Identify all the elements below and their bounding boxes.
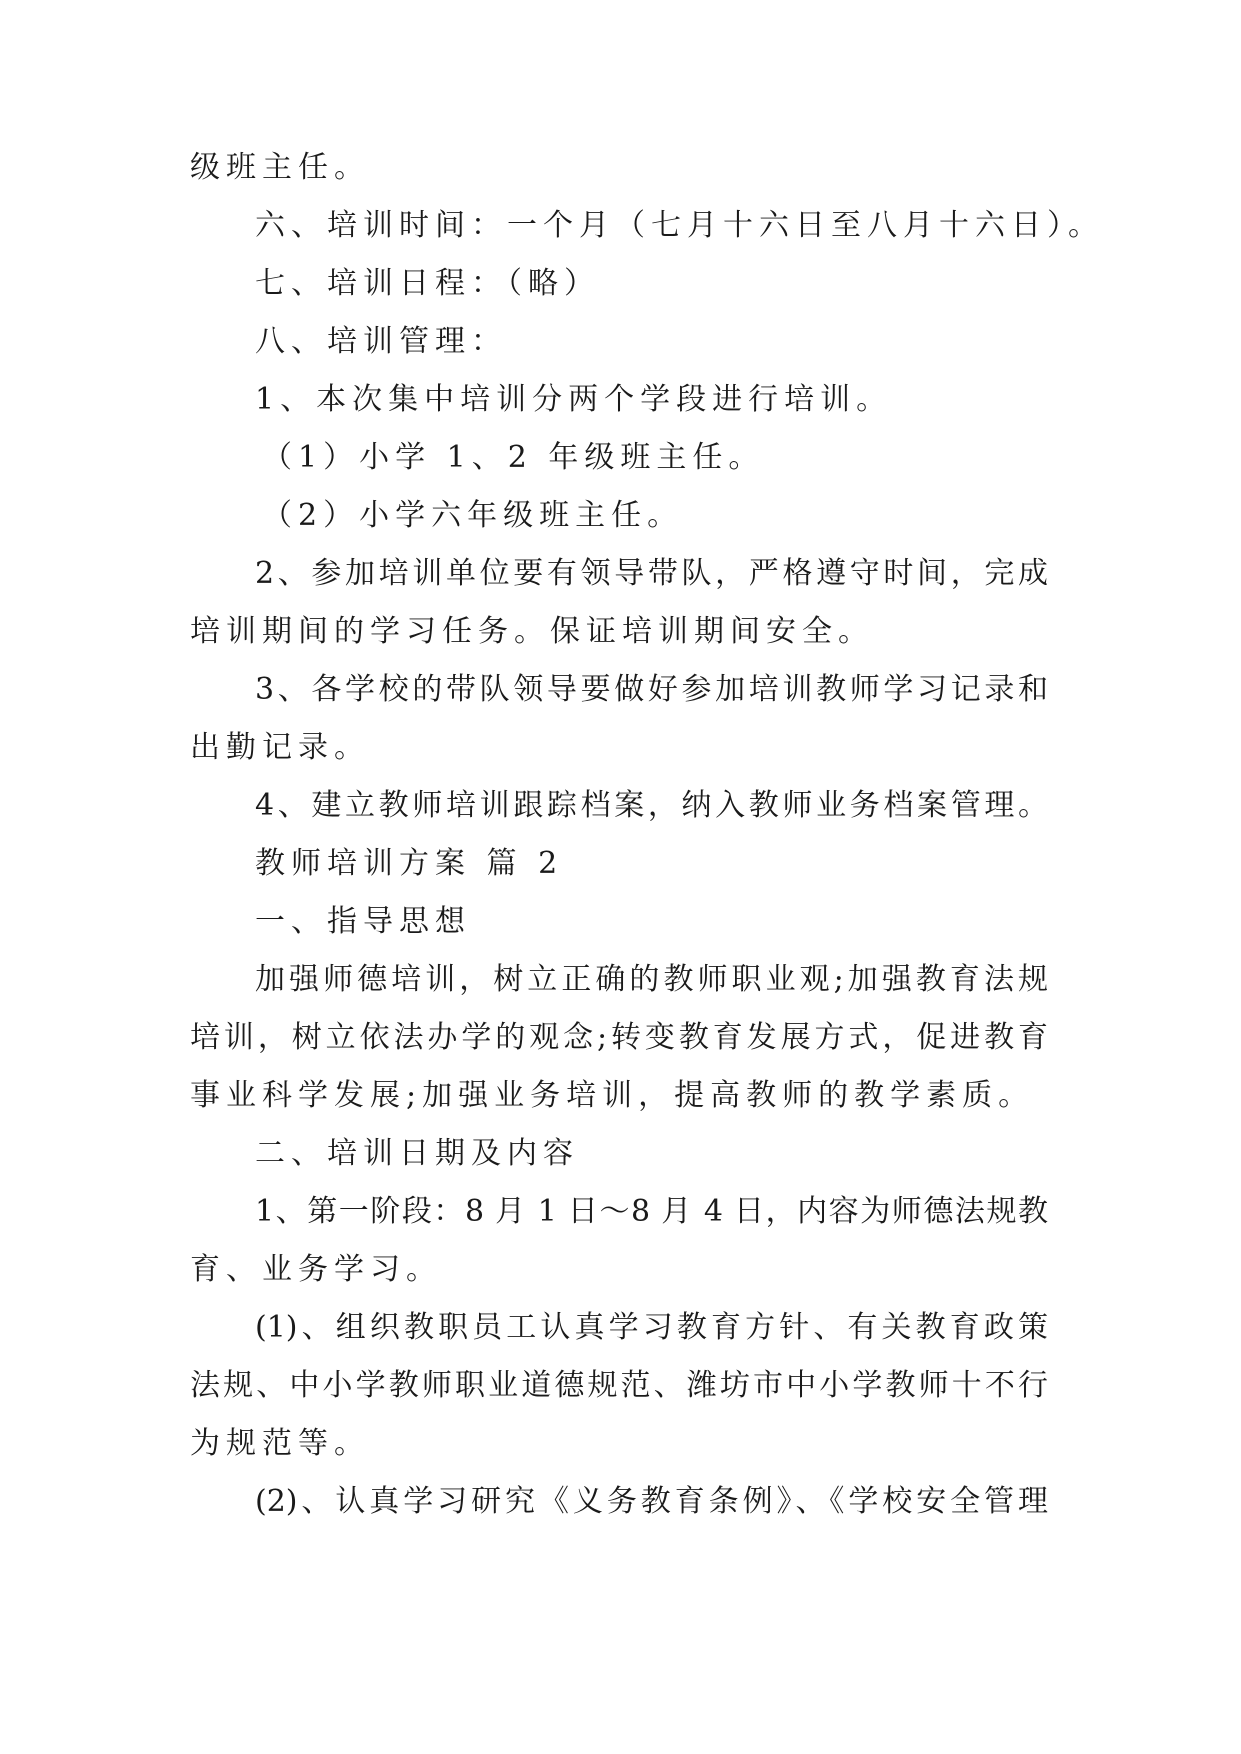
section-heading: 教师培训方案 篇 2 [255, 846, 564, 881]
text-line: 加强师德培训，树立正确的教师职业观;加强教育法规 [255, 962, 1048, 997]
text-line: (2)、认真学习研究《义务教育条例》、《学校安全管理 [255, 1484, 1048, 1519]
text-line: 二、培训日期及内容 [255, 1136, 579, 1171]
text-line: 一、指导思想 [255, 904, 471, 939]
text-line: 培训，树立依法办学的观念;转变教育发展方式，促进教育 [190, 1020, 1048, 1055]
text-line: （1）小学 1、2 年级班主任。 [262, 440, 765, 475]
text-line: 七、培训日程：（略） [255, 266, 600, 301]
text-line: 育、业务学习。 [190, 1252, 442, 1287]
text-line: 2、参加培训单位要有领导带队，严格遵守时间，完成 [255, 556, 1048, 591]
text-line: （2）小学六年级班主任。 [262, 498, 684, 533]
text-line: 1、本次集中培训分两个学段进行培训。 [255, 382, 893, 417]
text-line: 八、培训管理： [255, 324, 507, 359]
text-line: 六、培训时间：一个月（七月十六日至八月十六日）。 [255, 208, 1104, 243]
text-line: 法规、中小学教师职业道德规范、潍坊市中小学教师十不行 [190, 1368, 1048, 1403]
text-line: 培训期间的学习任务。保证培训期间安全。 [190, 614, 874, 649]
text-line: (1)、组织教职员工认真学习教育方针、有关教育政策 [255, 1310, 1048, 1345]
text-line: 1、第一阶段：8 月 1 日～8 月 4 日，内容为师德法规教 [255, 1194, 1048, 1229]
text-line: 级班主任。 [190, 150, 370, 185]
text-line: 出勤记录。 [190, 730, 370, 765]
text-line: 事业科学发展;加强业务培训，提高教师的教学素质。 [190, 1078, 1035, 1113]
text-line: 为规范等。 [190, 1426, 370, 1461]
text-line: 4、建立教师培训跟踪档案，纳入教师业务档案管理。 [255, 788, 1048, 823]
text-line: 3、各学校的带队领导要做好参加培训教师学习记录和 [255, 672, 1048, 707]
